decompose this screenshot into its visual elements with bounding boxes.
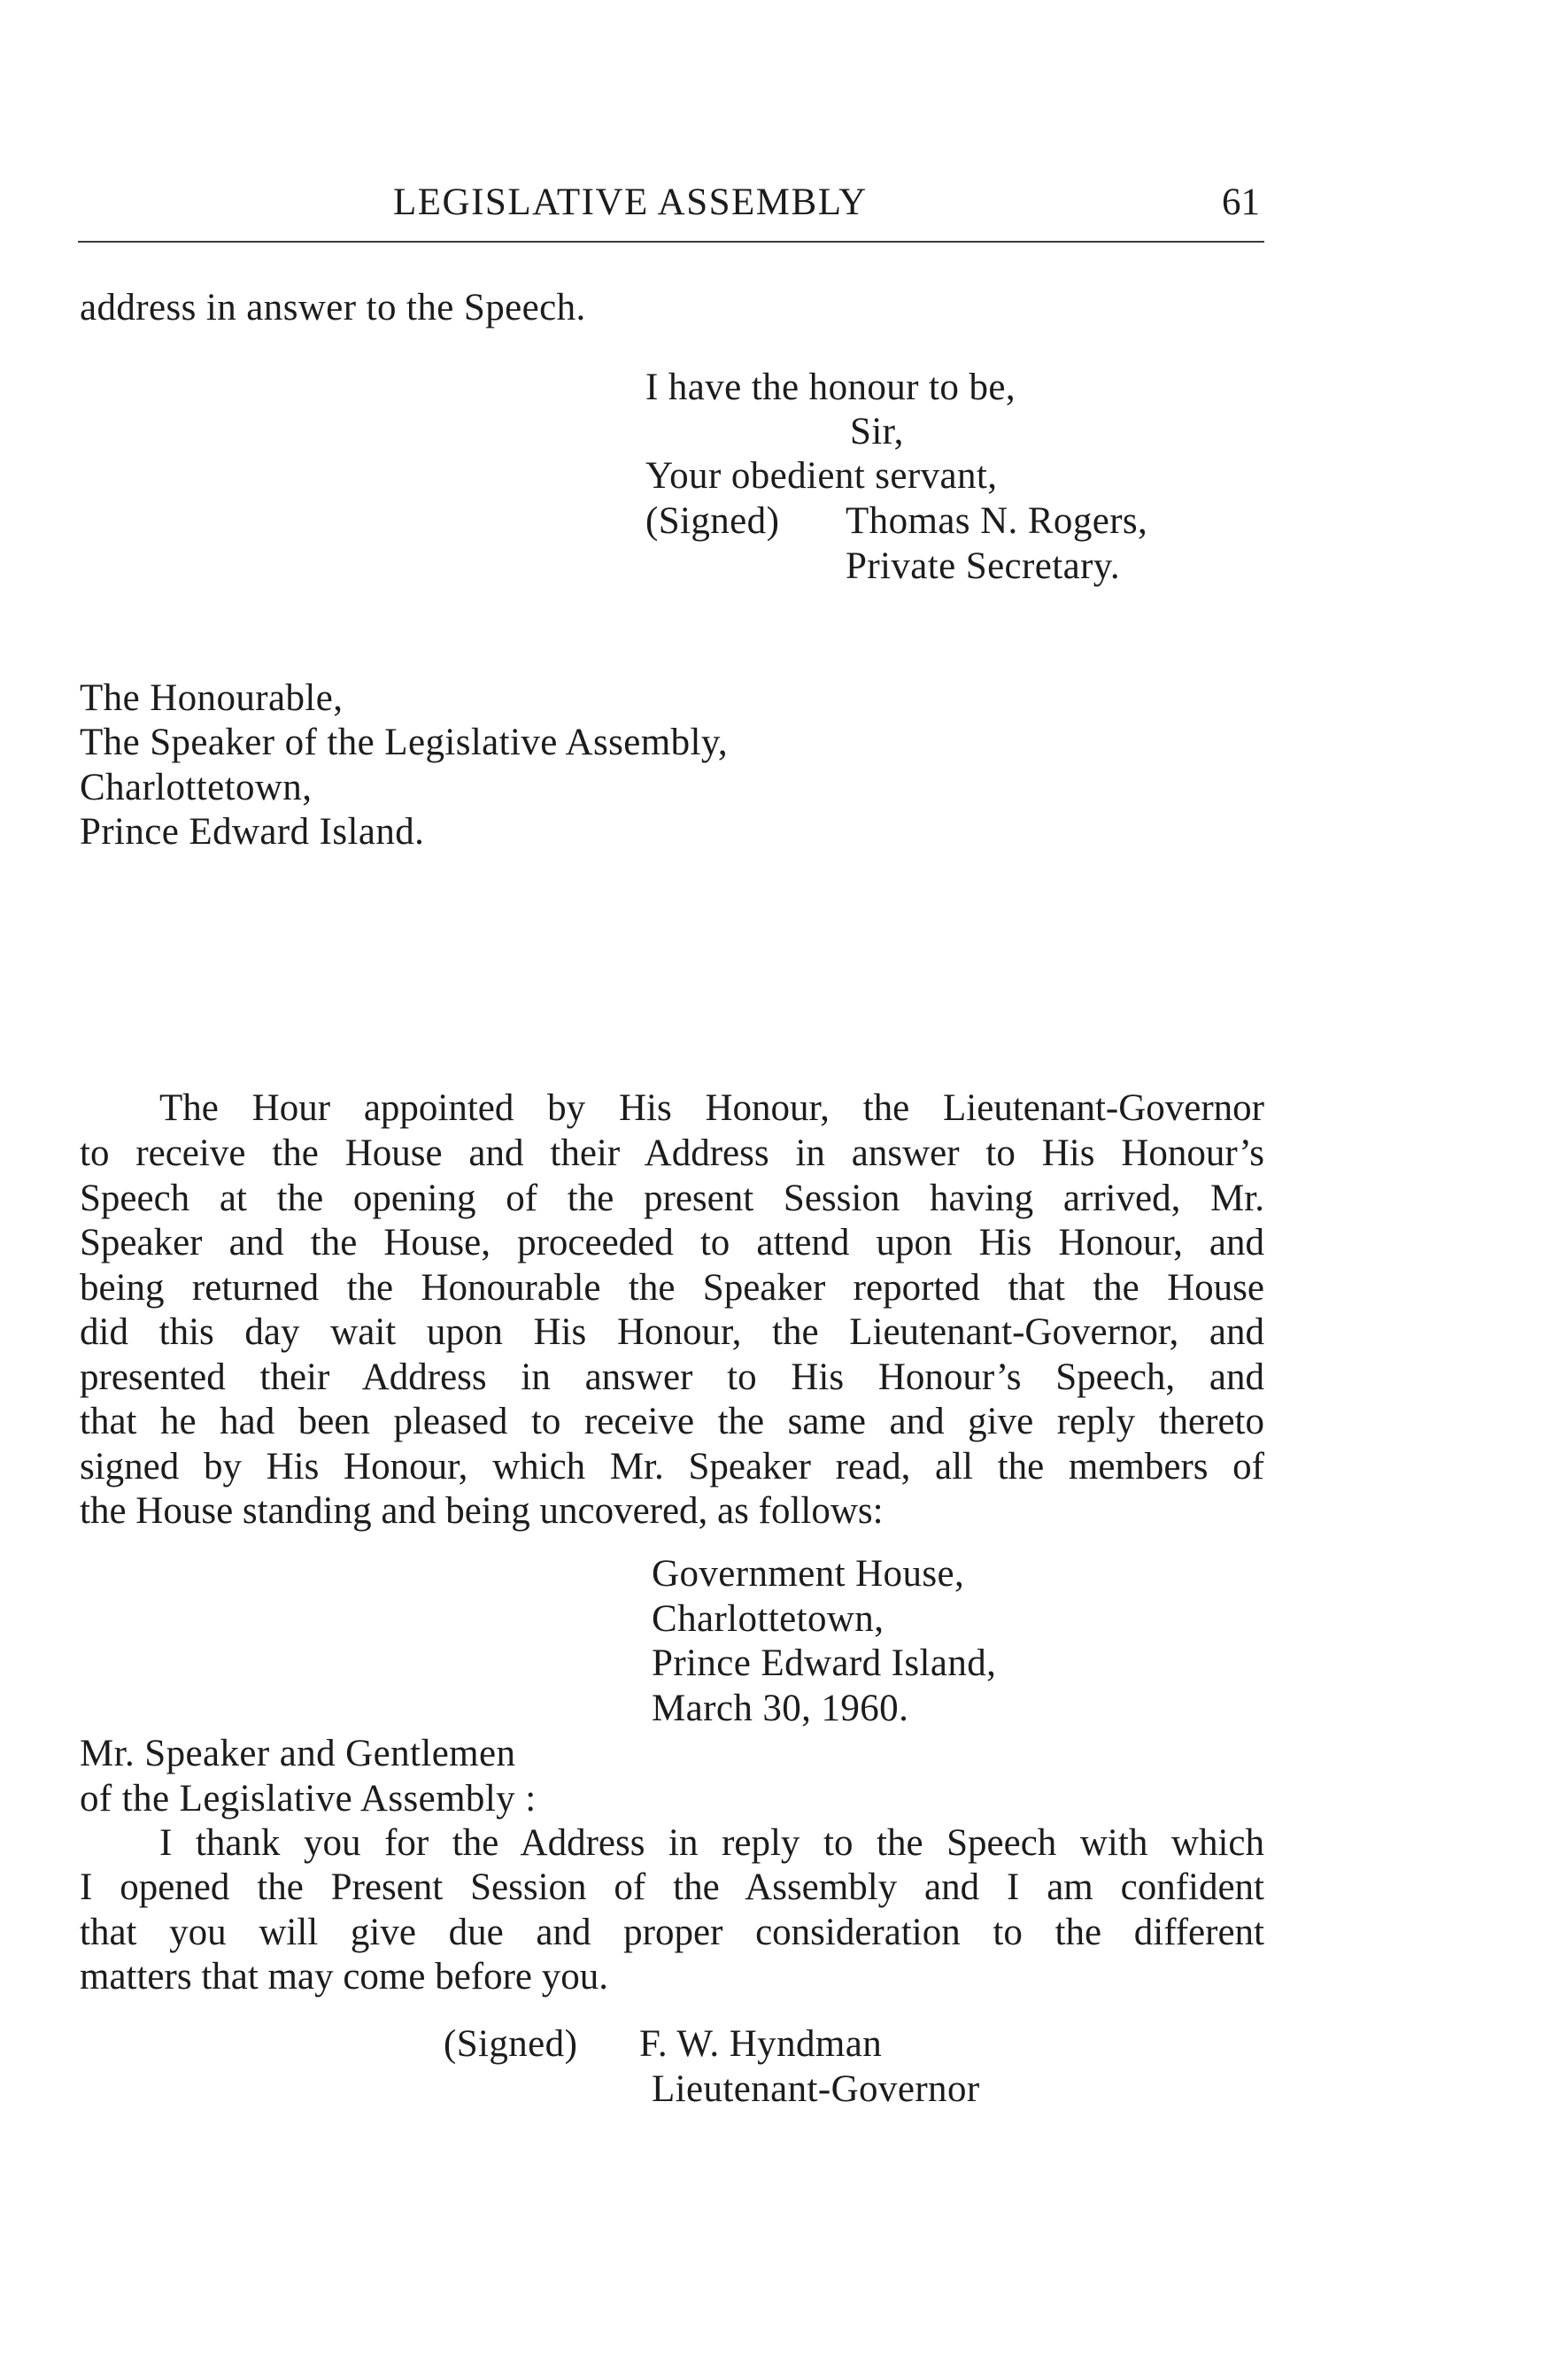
signer-title: Private Secretary. xyxy=(846,545,1121,587)
signer-title: Lieutenant-Governor xyxy=(652,2068,980,2110)
narrative-line: being returned the Honourable the Speaker reported that the House xyxy=(80,1267,1264,1309)
signer-name: F. W. Hyndman xyxy=(639,2023,883,2065)
narrative-line: the House standing and being uncovered, as follows: xyxy=(80,1490,884,1532)
salutation-line: of the Legislative Assembly : xyxy=(80,1778,537,1820)
reply-body-line: that you will give due and proper consideration to the different xyxy=(80,1912,1264,1953)
narrative-line: signed by His Honour, which Mr. Speaker read, all the members of xyxy=(80,1446,1264,1488)
narrative-line: The Hour appointed by His Honour, the Lieutenant-Governor xyxy=(159,1087,1264,1129)
signed-prefix: (Signed) xyxy=(444,2023,578,2065)
signed-prefix: (Signed) xyxy=(645,500,780,542)
addressee-line: Charlottetown, xyxy=(80,767,313,808)
letter-opening-line: address in answer to the Speech. xyxy=(80,287,586,328)
signer-name: Thomas N. Rogers, xyxy=(846,500,1148,542)
narrative-line: to receive the House and their Address in answer to His Honour’s xyxy=(80,1132,1264,1174)
reply-location-line: Charlottetown, xyxy=(652,1598,885,1640)
addressee-line: The Speaker of the Legislative Assembly, xyxy=(80,722,729,763)
reply-location-line: Government House, xyxy=(652,1553,965,1595)
narrative-line: Speaker and the House, proceeded to attend upon His Honour, and xyxy=(80,1222,1264,1263)
narrative-line: Speech at the opening of the present Session having arrived, Mr. xyxy=(80,1178,1264,1219)
addressee-line: The Honourable, xyxy=(80,677,344,719)
header-rule xyxy=(78,241,1264,243)
addressee-line: Prince Edward Island. xyxy=(80,811,425,853)
narrative-line: presented their Address in answer to His Honour’s Speech, and xyxy=(80,1356,1264,1398)
running-header-title: LEGISLATIVE ASSEMBLY xyxy=(393,182,868,223)
reply-date: March 30, 1960. xyxy=(652,1688,909,1729)
page-number: 61 xyxy=(1222,182,1260,223)
letter-closing-line: I have the honour to be, xyxy=(645,367,1016,408)
letter-closing-line: Sir, xyxy=(850,411,904,452)
reply-location-line: Prince Edward Island, xyxy=(652,1642,997,1684)
narrative-line: that he had been pleased to receive the same and give reply thereto xyxy=(80,1401,1264,1442)
reply-body-line: matters that may come before you. xyxy=(80,1956,609,1998)
narrative-line: did this day wait upon His Honour, the Lieutenant-Governor, and xyxy=(80,1311,1264,1353)
reply-body-line: I opened the Present Session of the Assembly and I am confident xyxy=(80,1866,1264,1908)
reply-body-line: I thank you for the Address in reply to the Speech with which xyxy=(159,1822,1264,1864)
salutation-line: Mr. Speaker and Gentlemen xyxy=(80,1733,516,1774)
letter-closing-line: Your obedient servant, xyxy=(645,455,998,497)
